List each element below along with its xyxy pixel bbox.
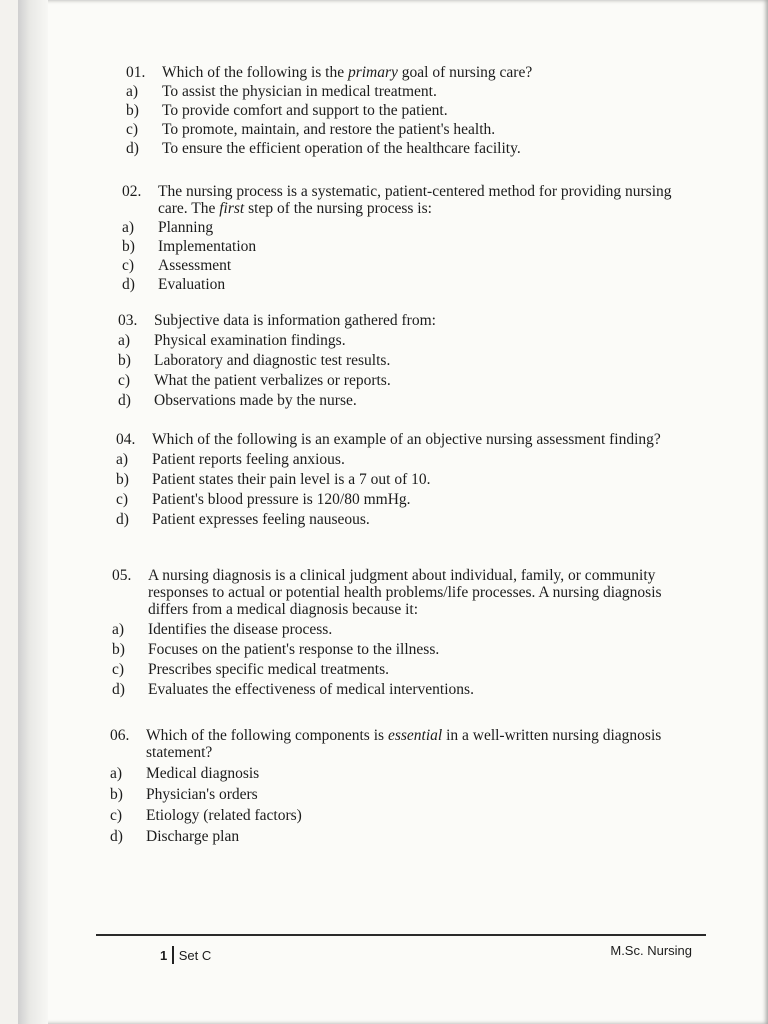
option-text: Assessment	[158, 257, 232, 274]
option-letter: d)	[112, 681, 125, 698]
question-text-segment: A nursing diagnosis is a clinical judgment about individual, family, or community responses to actual or potential health problems/life processes. A nursing diagnosis differs from a medical diagnosis because it:	[148, 567, 662, 618]
option-text: Physical examination findings.	[154, 332, 346, 349]
option-letter: b)	[122, 238, 135, 255]
option-letter: c)	[122, 257, 135, 274]
option-letter: a)	[116, 451, 129, 468]
question-stem	[116, 431, 672, 448]
question-3	[118, 312, 674, 409]
option-text: To promote, maintain, and restore the patient's health.	[162, 121, 496, 138]
page-number: 1	[160, 947, 168, 963]
page-footer	[96, 934, 706, 968]
option-text: Etiology (related factors)	[146, 807, 302, 824]
option-letter: a)	[118, 332, 131, 349]
course-label: M.Sc. Nursing	[610, 943, 692, 958]
option-text: Medical diagnosis	[146, 765, 260, 782]
option-letter: b)	[112, 641, 125, 658]
answer-option	[122, 238, 678, 255]
question-stem	[122, 183, 678, 217]
answer-option	[110, 828, 666, 845]
answer-option	[116, 491, 672, 508]
option-letter: b)	[126, 102, 139, 119]
question-stem	[112, 567, 668, 618]
option-text: Identifies the disease process.	[148, 621, 333, 638]
question-number: 03.	[118, 312, 138, 329]
question-emphasis: essential	[387, 727, 443, 744]
question-text-segment: Which of the following is an example of an objective nursing assessment finding?	[152, 431, 661, 448]
option-text: Prescribes specific medical treatments.	[148, 661, 390, 678]
exam-page	[18, 0, 768, 1024]
option-text: Laboratory and diagnostic test results.	[154, 352, 391, 369]
question-text-segment: The nursing process is a systematic, patient-centered method for providing nursing care. The	[158, 183, 672, 217]
option-text: Observations made by the nurse.	[154, 392, 357, 409]
question-5	[112, 567, 668, 698]
option-text: To assist the physician in medical treatment.	[162, 83, 437, 100]
question-6	[110, 727, 666, 845]
question-number: 04.	[116, 431, 136, 448]
footer-rule	[96, 934, 706, 936]
question-text	[158, 183, 678, 217]
question-4	[116, 431, 672, 528]
answer-option	[110, 807, 666, 824]
question-list	[18, 0, 768, 940]
question-number: 02.	[122, 183, 142, 200]
option-letter: a)	[110, 765, 123, 782]
answer-option	[110, 786, 666, 803]
question-text	[162, 64, 682, 81]
question-text-segment: step of the nursing process is:	[244, 200, 432, 217]
question-text-segment: in a well-written nursing diagnosis statement?	[146, 727, 662, 761]
answer-option	[118, 352, 674, 369]
answer-option	[118, 332, 674, 349]
footer-separator	[172, 946, 174, 964]
option-text: Patient reports feeling anxious.	[152, 451, 345, 468]
question-text-segment: Subjective data is information gathered from:	[154, 312, 436, 329]
answer-option	[116, 511, 672, 528]
option-letter: c)	[116, 491, 129, 508]
question-emphasis: first	[219, 200, 245, 217]
option-letter: a)	[122, 219, 135, 236]
question-number: 01.	[126, 64, 146, 81]
answer-option	[118, 372, 674, 389]
answer-option	[112, 681, 668, 698]
option-letter: d)	[116, 511, 129, 528]
option-text: Evaluation	[158, 276, 226, 293]
answer-option	[126, 140, 682, 157]
option-text: Planning	[158, 219, 214, 236]
option-letter: d)	[122, 276, 135, 293]
answer-option	[126, 121, 682, 138]
option-letter: d)	[118, 392, 131, 409]
question-2	[122, 183, 678, 293]
option-letter: d)	[110, 828, 123, 845]
option-text: Patient's blood pressure is 120/80 mmHg.	[152, 491, 411, 508]
option-text: To provide comfort and support to the patient.	[162, 102, 448, 119]
answer-option	[110, 765, 666, 782]
question-text-segment: Which of the following is the	[162, 64, 348, 81]
option-letter: d)	[126, 140, 139, 157]
option-text: Patient expresses feeling nauseous.	[152, 511, 370, 528]
answer-option	[112, 621, 668, 638]
option-letter: c)	[112, 661, 125, 678]
question-number: 06.	[110, 727, 130, 744]
option-letter: a)	[112, 621, 125, 638]
answer-option	[122, 257, 678, 274]
option-letter: c)	[126, 121, 139, 138]
question-text-segment: goal of nursing care?	[397, 64, 533, 81]
question-stem	[118, 312, 674, 329]
answer-option	[122, 219, 678, 236]
question-text	[154, 312, 674, 329]
option-text: Patient states their pain level is a 7 out of 10.	[152, 471, 431, 488]
option-text: Discharge plan	[146, 828, 240, 845]
question-stem	[110, 727, 666, 761]
footer-left	[160, 946, 211, 964]
question-1	[126, 64, 682, 157]
option-text: Focuses on the patient's response to the illness.	[148, 641, 440, 658]
answer-option	[112, 641, 668, 658]
answer-option	[126, 102, 682, 119]
option-letter: b)	[110, 786, 123, 803]
option-letter: b)	[118, 352, 131, 369]
question-number: 05.	[112, 567, 132, 584]
option-text: Evaluates the effectiveness of medical interventions.	[148, 681, 474, 698]
answer-option	[116, 451, 672, 468]
answer-option	[122, 276, 678, 293]
question-emphasis: primary	[347, 64, 398, 81]
option-text: Physician's orders	[146, 786, 258, 803]
answer-option	[126, 83, 682, 100]
question-stem	[126, 64, 682, 81]
answer-option	[116, 471, 672, 488]
option-letter: c)	[118, 372, 131, 389]
question-text	[148, 567, 668, 618]
option-letter: c)	[110, 807, 123, 824]
answer-option	[112, 661, 668, 678]
option-letter: b)	[116, 471, 129, 488]
set-label: Set C	[178, 947, 212, 963]
option-text: To ensure the efficient operation of the healthcare facility.	[162, 140, 521, 157]
question-text-segment: Which of the following components is	[146, 727, 388, 744]
option-text: What the patient verbalizes or reports.	[154, 372, 391, 389]
answer-option	[118, 392, 674, 409]
option-letter: a)	[126, 83, 139, 100]
option-text: Implementation	[158, 238, 257, 255]
question-text	[146, 727, 666, 761]
question-text	[152, 431, 672, 448]
